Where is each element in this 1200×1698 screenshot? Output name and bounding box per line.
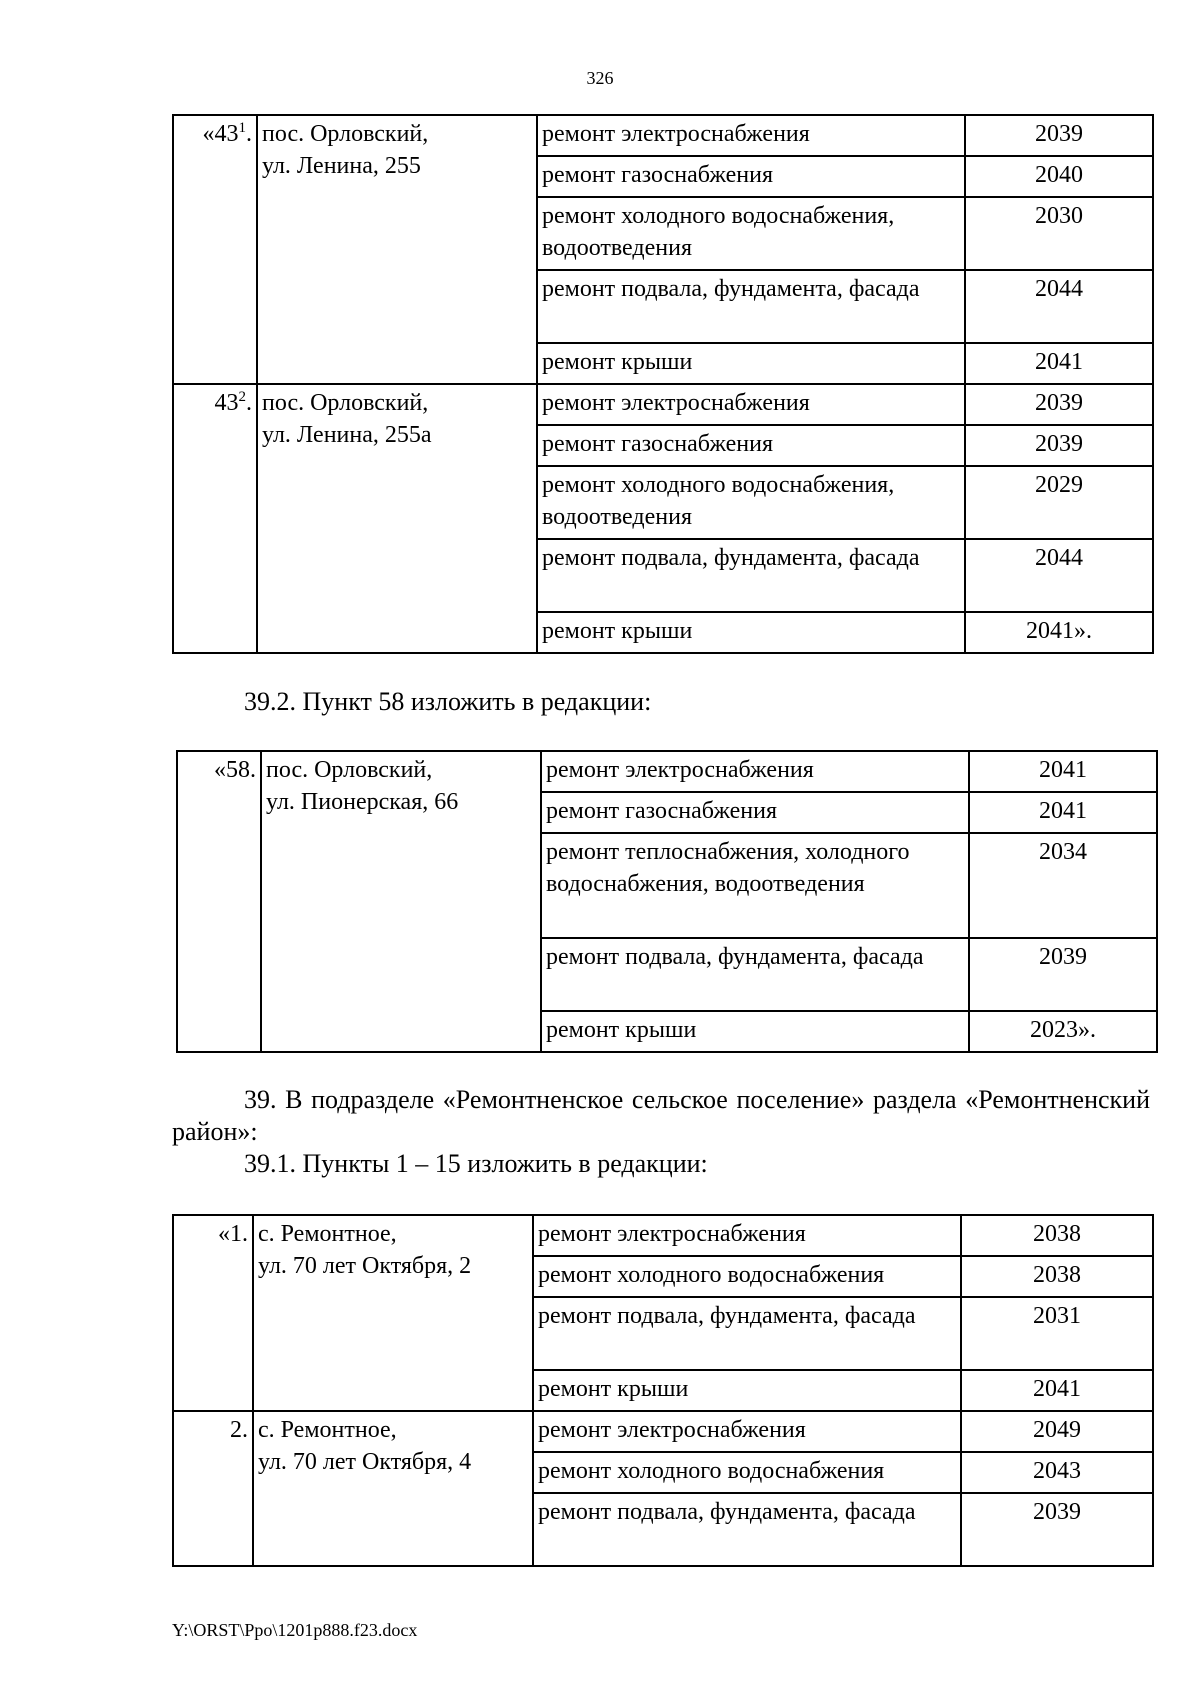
year-cell: 2038 — [961, 1215, 1153, 1256]
paragraph-39: 39. В подразделе «Ремонтненское сельское поселение» раздела «Ремонтненский район»: — [172, 1085, 1150, 1146]
work-cell: ремонт электроснабжения — [537, 384, 965, 425]
housing-table-1 — [172, 114, 1154, 654]
year-cell: 2039 — [965, 115, 1153, 156]
address-cell: с. Ремонтное, ул. 70 лет Октября, 2 — [253, 1215, 533, 1411]
year-cell: 2039 — [965, 384, 1153, 425]
paragraph-39-2: 39.2. Пункт 58 изложить в редакции: — [244, 687, 652, 716]
year-cell: 2041 — [969, 792, 1157, 833]
work-cell: ремонт электроснабжения — [537, 115, 965, 156]
work-cell: ремонт холодного водоснабжения, водоотведения — [537, 466, 965, 539]
year-cell: 2029 — [965, 466, 1153, 539]
work-cell: ремонт электроснабжения — [533, 1215, 961, 1256]
item-number: 2. — [173, 1411, 253, 1566]
item-number: «1. — [173, 1215, 253, 1411]
table-row — [177, 751, 1157, 792]
year-cell: 2043 — [961, 1452, 1153, 1493]
address-cell: пос. Орловский, ул. Ленина, 255а — [257, 384, 537, 653]
work-cell: ремонт газоснабжения — [537, 156, 965, 197]
work-cell: ремонт подвала, фундамента, фасада — [533, 1493, 961, 1566]
work-cell: ремонт подвала, фундамента, фасада — [541, 938, 969, 1011]
year-cell: 2041 — [961, 1370, 1153, 1411]
year-cell: 2041 — [969, 751, 1157, 792]
year-cell: 2034 — [969, 833, 1157, 938]
housing-table-3 — [172, 1214, 1154, 1567]
paragraph-39-1: 39.1. Пункты 1 – 15 изложить в редакции: — [244, 1149, 708, 1178]
item-number: «58. — [177, 751, 261, 1052]
work-cell: ремонт холодного водоснабжения — [533, 1256, 961, 1297]
work-cell: ремонт подвала, фундамента, фасада — [533, 1297, 961, 1370]
year-cell: 2039 — [961, 1493, 1153, 1566]
work-cell: ремонт электроснабжения — [541, 751, 969, 792]
year-cell: 2044 — [965, 270, 1153, 343]
work-cell: ремонт холодного водоснабжения, водоотведения — [537, 197, 965, 270]
year-cell: 2041». — [965, 612, 1153, 653]
year-cell: 2023». — [969, 1011, 1157, 1052]
work-cell: ремонт теплоснабжения, холодного водоснабжения, водоотведения — [541, 833, 969, 938]
work-cell: ремонт электроснабжения — [533, 1411, 961, 1452]
year-cell: 2039 — [965, 425, 1153, 466]
work-cell: ремонт газоснабжения — [541, 792, 969, 833]
address-cell: с. Ремонтное, ул. 70 лет Октября, 4 — [253, 1411, 533, 1566]
work-cell: ремонт газоснабжения — [537, 425, 965, 466]
year-cell: 2039 — [969, 938, 1157, 1011]
housing-table-2 — [176, 750, 1158, 1053]
table-row — [173, 1411, 1153, 1452]
year-cell: 2049 — [961, 1411, 1153, 1452]
year-cell: 2044 — [965, 539, 1153, 612]
work-cell: ремонт подвала, фундамента, фасада — [537, 539, 965, 612]
table-row — [173, 115, 1153, 156]
year-cell: 2030 — [965, 197, 1153, 270]
work-cell: ремонт холодного водоснабжения — [533, 1452, 961, 1493]
footer-file-path: Y:\ORST\Ppo\1201p888.f23.docx — [172, 1620, 418, 1640]
address-cell: пос. Орловский, ул. Пионерская, 66 — [261, 751, 541, 1052]
work-cell: ремонт крыши — [541, 1011, 969, 1052]
work-cell: ремонт крыши — [533, 1370, 961, 1411]
work-cell: ремонт крыши — [537, 343, 965, 384]
address-cell: пос. Орловский, ул. Ленина, 255 — [257, 115, 537, 384]
work-cell: ремонт крыши — [537, 612, 965, 653]
page-number: 326 — [586, 68, 614, 88]
year-cell: 2040 — [965, 156, 1153, 197]
table-row — [173, 1215, 1153, 1256]
year-cell: 2031 — [961, 1297, 1153, 1370]
year-cell: 2041 — [965, 343, 1153, 384]
work-cell: ремонт подвала, фундамента, фасада — [537, 270, 965, 343]
item-number: $43^2$. — [173, 384, 257, 653]
year-cell: 2038 — [961, 1256, 1153, 1297]
item-number: «$43^1$. — [173, 115, 257, 384]
table-row — [173, 384, 1153, 425]
